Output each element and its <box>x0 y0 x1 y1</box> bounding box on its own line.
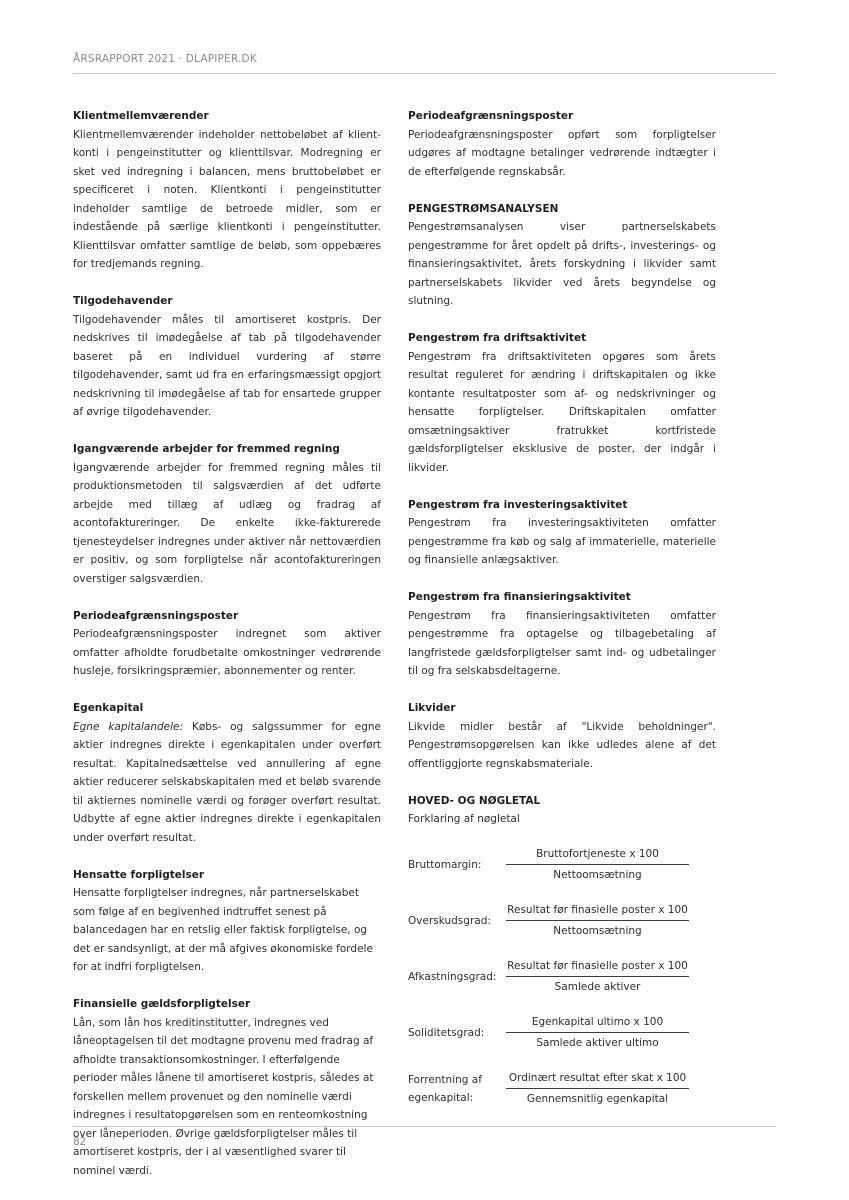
section-heading: Likvider <box>408 702 456 714</box>
section-pengestrom-drift <box>408 329 716 477</box>
section-hoved-og-noegletal <box>408 792 716 829</box>
ratio-numerator: Resultat før finasielle poster x 100 <box>506 958 689 977</box>
section-body: Likvide midler består af "Likvide beholdninger". Pengestrømsopgørelsen kan ikke udledes alene af det offentliggjorte regnskabsmateriale. <box>408 720 716 770</box>
section-pengestromsanalysen <box>408 200 716 311</box>
section-body: Pengestrøm fra investeringsaktiviteten omfatter pengestrømme fra køb og salg af immaterielle, materielle og finansielle anlægsaktiver. <box>408 517 716 566</box>
section-heading: Periodeafgrænsningsposter <box>408 110 574 122</box>
section-body: Forklaring af nøgletal <box>408 813 520 825</box>
section-likvider <box>408 699 716 773</box>
section-heading: PENGESTRØMSANALYSEN <box>408 202 559 215</box>
section-body: Pengestrømsanalysen viser partnerselskabets pengestrømme for året opdelt på drifts-, investerings- og finansieringsaktivitet, årets forskydning i likvider samt partnerselskabets likvider ved årets begyndelse og slutning. <box>408 221 716 307</box>
section-heading: Hensatte forpligtelser <box>73 868 205 881</box>
section-heading: Egenkapital <box>73 702 144 714</box>
section-heading: Pengestrøm fra driftsaktivitet <box>408 332 587 344</box>
section-heading: Pengestrøm fra investeringsaktivitet <box>408 498 628 511</box>
section-body: Periodeafgrænsningsposter opført som forpligtelser udgøres af modtagne betalinger vedrørende indtægter i de efterfølgende regnskabsår. <box>408 128 716 178</box>
section-periodeafgraensningsposter-aktiver <box>73 607 381 681</box>
section-heading: Finansielle gældsforpligtelser <box>73 998 251 1010</box>
ratio-denominator: Samlede aktiver <box>554 980 641 993</box>
section-body: Lån, som lån hos kreditinstitutter, indregnes ved låneoptagelsen til det modtagne provenu med fradrag af afholdte transaktionsomkostninger. I efterfølgende perioder måles lånene til amortiseret kostpris, således at forskellen mellem provenuet og den nominelle værdi indregnes i resultatopgørelsen som en renteomkostning over låneperioden. Øvrige gældsforpligtelser måles til amortiseret kostpris, der i al væsentlighed svarer til nominel værdi. <box>73 1016 374 1177</box>
left-column <box>73 107 381 1199</box>
ratio-label: Afkastningsgrad: <box>408 970 497 983</box>
ratio-fraction <box>506 902 689 940</box>
section-heading: Igangværende arbejder for fremmed regning <box>73 443 340 455</box>
section-heading: HOVED- OG NØGLETAL <box>408 794 541 807</box>
ratio-label: Soliditetsgrad: <box>408 1026 485 1039</box>
ratio-fraction <box>506 1070 689 1108</box>
section-body: Klientmellemværender indeholder nettobeløbet af klient-konti i pengeinstitutter og klienttilsvar. Modregning er sket ved indregning i balancen, mens bruttobeløbet er specificeret i noten. Klientkonti i pengeinstitutter indeholder samtlige de betroede midler, som er indestående på særlige klientkonti i pengeinstitutter. Klienttilsvar omfatter samtlige de beløb, som oppebæres for tredjemands regning. <box>73 128 381 270</box>
section-heading: Periodeafgrænsningsposter <box>73 609 239 622</box>
lead-phrase: Egne kapitalandele: <box>73 720 184 733</box>
section-periodeafgraensningsposter-forpligtelser <box>408 107 716 181</box>
ratio-label: Overskudsgrad: <box>408 914 491 927</box>
section-body: Tilgodehavender måles til amortiseret kostpris. Der nedskrives til imødegåelse af tab på tilgodehavender baseret på en individuel vurdering af større tilgodehavender, samt ud fra en erfaringsmæssigt opgjort nedskrivning til imødegåelse af tab for ensartede grupper af øvrige tilgodehavender. <box>73 313 381 418</box>
page-number: 82 <box>73 1136 87 1148</box>
right-column <box>408 107 716 1117</box>
section-heading: Klientmellemværender <box>73 110 209 122</box>
header-divider <box>73 73 776 74</box>
ratio-numerator: Resultat før finasielle poster x 100 <box>506 902 689 921</box>
ratio-afkastningsgrad <box>408 949 716 1005</box>
section-body: Pengestrøm fra finansieringsaktiviteten omfatter pengestrømme fra optagelse og tilbagebetaling af langfristede gældsforpligtelser samt ind- og udbetalinger til og fra selskabsdeltagerne. <box>408 609 716 677</box>
section-egenkapital <box>73 699 381 847</box>
ratio-bruttomargin <box>408 837 716 893</box>
ratio-forrentning-egenkapital <box>408 1061 716 1117</box>
footer-divider <box>73 1126 776 1127</box>
ratio-label: Forrentning af egenkapital: <box>408 1073 482 1104</box>
section-klientmellemvaerender <box>73 107 381 274</box>
ratio-numerator: Ordinært resultat efter skat x 100 <box>506 1070 689 1089</box>
section-tilgodehavender <box>73 292 381 422</box>
ratio-numerator: Bruttofortjeneste x 100 <box>506 846 689 865</box>
section-pengestrom-finansiering <box>408 588 716 681</box>
ratio-soliditetsgrad <box>408 1005 716 1061</box>
section-body <box>73 718 381 848</box>
section-body: Pengestrøm fra driftsaktiviteten opgøres som årets resultat reguleret for ændring i driftskapitalen og ikke kontante resultatposter som af- og nedskrivninger og hensatte forpligtelser. Driftskapitalen omfatter omsætningsaktiver fratrukket kortfristede gældsforpligtelser eksklusive de poster, der indgår i likvider. <box>408 350 716 474</box>
section-heading: Pengestrøm fra finansieringsaktivitet <box>408 591 631 603</box>
section-heading: Tilgodehavender <box>73 295 173 307</box>
ratio-label: Bruttomargin: <box>408 858 482 871</box>
ratio-fraction <box>506 958 689 996</box>
body-text: Købs- og salgssummer for egne aktier indregnes direkte i egenkapitalen under overført resultat. Kapitalnedsættelse ved annullering af egne aktier reducerer selskabskapitalen med et beløb svarende til aktiernes nominelle værdi og forøger overført resultat. Udbytte af egne aktier indregnes direkte i egenkapitalen under overført resultat. <box>73 720 381 844</box>
section-body: Periodeafgrænsningsposter indregnet som aktiver omfatter afholdte forudbetalte omkostninger vedrørende husleje, forsikringspræmier, abonnementer og renter. <box>73 628 381 677</box>
ratio-denominator: Nettoomsætning <box>553 924 642 937</box>
section-pengestrom-investering <box>408 496 716 570</box>
ratio-denominator: Gennemsnitlig egenkapital <box>526 1092 669 1105</box>
section-hensatte-forpligtelser <box>73 866 381 977</box>
ratio-overskudsgrad <box>408 893 716 949</box>
section-igangvaerende-arbejder <box>73 440 381 588</box>
section-body: Hensatte forpligtelser indregnes, når partnerselskabet som følge af en begivenhed indtruffet senest på balancedagen har en retslig eller faktisk forpligtelse, og det er sandsynligt, at der må afgives økonomiske fordele for at indfri forpligtelsen. <box>73 887 373 973</box>
ratio-fraction <box>506 846 689 884</box>
section-body: Igangværende arbejder for fremmed regning måles til produktionsmetoden til salgsværdien af det udførte arbejde med tillæg af udlæg og fradrag af acontofaktureringer. De enkelte ikke-fakturerede tjenesteydelser indregnes under aktiver når nettoværdien er positiv, og som forpligtelse når acontofaktureringen overstiger salgsværdien. <box>73 461 381 585</box>
ratio-numerator: Egenkapital ultimo x 100 <box>506 1014 689 1033</box>
ratio-denominator: Nettoomsætning <box>553 868 642 881</box>
section-finansielle-gaeldsforpligtelser <box>73 995 381 1180</box>
ratio-denominator: Samlede aktiver ultimo <box>536 1036 659 1049</box>
ratio-fraction <box>506 1014 689 1052</box>
running-header: ÅRSRAPPORT 2021 · DLAPIPER.DK <box>73 53 257 65</box>
key-ratio-formulas <box>408 837 716 1117</box>
